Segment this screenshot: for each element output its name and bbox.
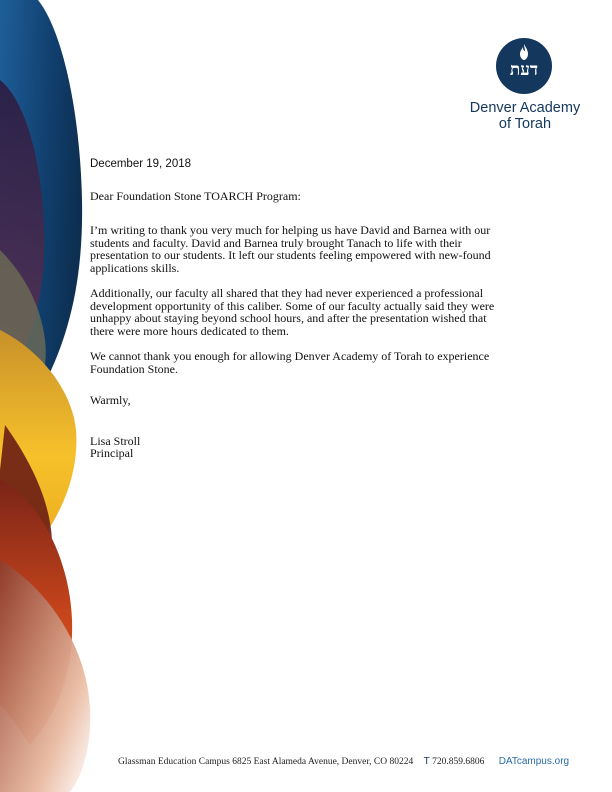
logo-hebrew-text: דעת (509, 60, 539, 80)
school-name (460, 100, 590, 132)
flame-icon (518, 44, 530, 60)
paragraph-3: We cannot thank you enough for allowing Denver Academy of Torah to experience Foundation Stone. (90, 349, 490, 376)
school-name-line1: Denver Academy (469, 100, 581, 116)
phone-label: T (423, 756, 430, 767)
logo-emblem (496, 38, 552, 94)
salutation: Dear Foundation Stone TOARCH Program: (90, 188, 301, 203)
footer-phone: 720.859.6806 (432, 757, 485, 767)
school-name-line2: of Torah (498, 116, 552, 132)
footer-website-link[interactable]: DATcampus.org (498, 756, 570, 767)
letter-date: December 19, 2018 (90, 158, 192, 170)
footer-address: Glassman Education Campus 6825 East Alameda Avenue, Denver, CO 80224 (118, 757, 414, 767)
paragraph-1: I’m writing to thank you very much for helping us have David and Barnea with our students and faculty. David and Barnea truly brought Tanach to life with their presentation to our students. It left our students feeling empowered with new-found applications skills. (90, 223, 491, 275)
closing: Warmly, (90, 393, 131, 407)
paragraph-2: Additionally, our faculty all shared that they had never experienced a professional development opportunity of this caliber. Some of our faculty actually said they were unhappy about staying beyond school hours, and after the presentation wished that there were more hours dedicated to them. (90, 286, 495, 338)
letterhead-footer (118, 756, 588, 768)
letter-body (90, 158, 505, 460)
signer-name: Lisa Stroll (90, 433, 141, 448)
signer-title: Principal (90, 446, 134, 460)
